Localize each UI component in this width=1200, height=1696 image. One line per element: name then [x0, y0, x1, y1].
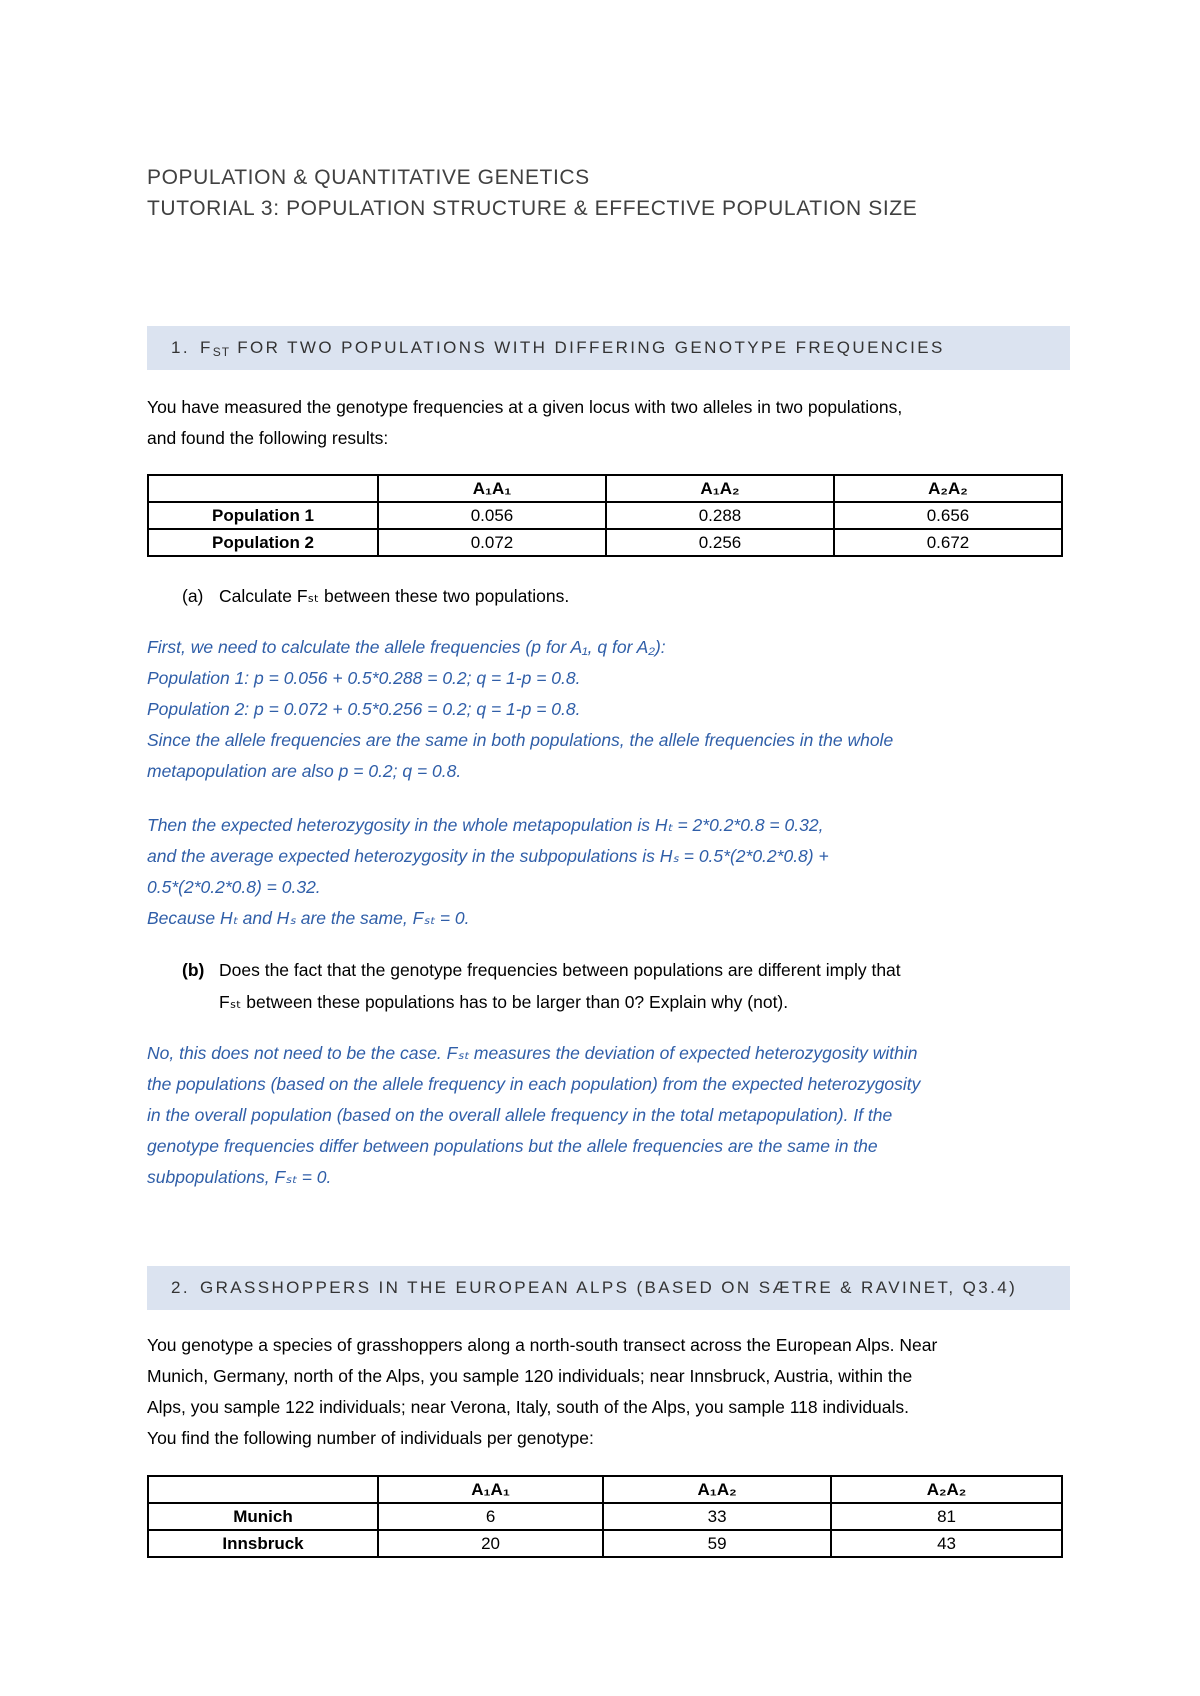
table-cell: 59	[603, 1530, 831, 1557]
intro-line: Munich, Germany, north of the Alps, you sample 120 individuals; near Innsbruck, Austria, within the	[147, 1366, 913, 1386]
row-header: Innsbruck	[148, 1530, 378, 1557]
intro-line: You have measured the genotype frequencies at a given locus with two alleles in two populations,	[147, 397, 903, 417]
answer-line: and the average expected heterozygosity in the subpopulations is Hₛ = 0.5*(2*0.2*0.8) +	[147, 846, 829, 866]
section-1-intro	[147, 392, 1077, 454]
document-title: POPULATION & QUANTITATIVE GENETICS	[147, 166, 590, 189]
column-header: A₁A₂	[603, 1476, 831, 1503]
question-a	[182, 580, 1082, 612]
table-cell: 0.672	[834, 529, 1062, 556]
intro-line: You genotype a species of grasshoppers along a north-south transect across the European Alps. Near	[147, 1335, 938, 1355]
intro-line: You find the following number of individuals per genotype:	[147, 1428, 594, 1448]
answer-line: Population 2: p = 0.072 + 0.5*0.256 = 0.2; q = 1-p = 0.8.	[147, 699, 581, 719]
intro-line: and found the following results:	[147, 428, 389, 448]
section-title-prefix: F	[199, 338, 213, 357]
question-text-line: Fₛₜ between these populations has to be larger than 0? Explain why (not).	[219, 992, 789, 1012]
answer-line: Then the expected heterozygosity in the whole metapopulation is Hₜ = 2*0.2*0.8 = 0.32,	[147, 815, 824, 835]
table-cell: 81	[831, 1503, 1062, 1530]
answer-line: genotype frequencies differ between populations but the allele frequencies are the same in the	[147, 1136, 878, 1156]
table-cell: 20	[378, 1530, 603, 1557]
answer-line: the populations (based on the allele frequency in each population) from the expected heterozygosity	[147, 1074, 921, 1094]
answer-line: Population 1: p = 0.056 + 0.5*0.288 = 0.2; q = 1-p = 0.8.	[147, 668, 581, 688]
answer-line: Because Hₜ and Hₛ are the same, Fₛₜ = 0.	[147, 908, 470, 928]
column-header: A₂A₂	[834, 475, 1062, 502]
table-header-row	[148, 475, 1062, 502]
genotype-count-table	[147, 1475, 1063, 1558]
section-title: GRASSHOPPERS IN THE EUROPEAN ALPS (BASED ON SÆTRE & RAVINET, Q3.4)	[199, 1278, 1018, 1297]
table-cell: 6	[378, 1503, 603, 1530]
table-cell: 33	[603, 1503, 831, 1530]
question-b	[182, 954, 1082, 1018]
section-2-heading	[147, 1266, 1070, 1310]
answer-line: subpopulations, Fₛₜ = 0.	[147, 1167, 332, 1187]
question-label: (a)	[182, 586, 204, 606]
table-cell: 0.256	[606, 529, 834, 556]
table-row	[148, 1503, 1062, 1530]
section-1-heading	[147, 326, 1070, 370]
column-header: A₁A₁	[378, 475, 606, 502]
section-number: 1.	[171, 338, 190, 357]
table-cell: 0.288	[606, 502, 834, 529]
question-text-line: Does the fact that the genotype frequencies between populations are different imply that	[219, 960, 901, 980]
answer-line: metapopulation are also p = 0.2; q = 0.8.	[147, 761, 462, 781]
section-2-intro	[147, 1330, 1077, 1454]
table-row	[148, 502, 1062, 529]
answer-b	[147, 1038, 1077, 1193]
section-number: 2.	[171, 1278, 190, 1297]
section-title-subscript: ST	[212, 345, 231, 359]
genotype-frequency-table	[147, 474, 1063, 557]
table-corner-cell	[148, 1476, 378, 1503]
table-cell: 0.656	[834, 502, 1062, 529]
answer-line: No, this does not need to be the case. Fₛₜ measures the deviation of expected heterozygosity within	[147, 1043, 918, 1063]
question-text: Calculate Fₛₜ between these two populations.	[219, 586, 570, 606]
answer-line: 0.5*(2*0.2*0.8) = 0.32.	[147, 877, 321, 897]
answer-a-part-1	[147, 632, 1077, 787]
row-header: Population 1	[148, 502, 378, 529]
answer-a-part-2	[147, 810, 1077, 934]
answer-line: Since the allele frequencies are the same in both populations, the allele frequencies in the whole	[147, 730, 894, 750]
row-header: Munich	[148, 1503, 378, 1530]
question-label: (b)	[182, 960, 205, 980]
column-header: A₁A₂	[606, 475, 834, 502]
column-header: A₁A₁	[378, 1476, 603, 1503]
table-header-row	[148, 1476, 1062, 1503]
document-subtitle: TUTORIAL 3: POPULATION STRUCTURE & EFFECTIVE POPULATION SIZE	[147, 197, 918, 220]
table-corner-cell	[148, 475, 378, 502]
section-title: FOR TWO POPULATIONS WITH DIFFERING GENOTYPE FREQUENCIES	[230, 338, 945, 357]
table-row	[148, 529, 1062, 556]
table-cell: 43	[831, 1530, 1062, 1557]
answer-line: in the overall population (based on the overall allele frequency in the total metapopulation). If the	[147, 1105, 893, 1125]
table-row	[148, 1530, 1062, 1557]
answer-line: First, we need to calculate the allele frequencies (p for A₁, q for A₂):	[147, 637, 666, 657]
column-header: A₂A₂	[831, 1476, 1062, 1503]
intro-line: Alps, you sample 122 individuals; near Verona, Italy, south of the Alps, you sample 118 individuals.	[147, 1397, 910, 1417]
row-header: Population 2	[148, 529, 378, 556]
table-cell: 0.056	[378, 502, 606, 529]
table-cell: 0.072	[378, 529, 606, 556]
